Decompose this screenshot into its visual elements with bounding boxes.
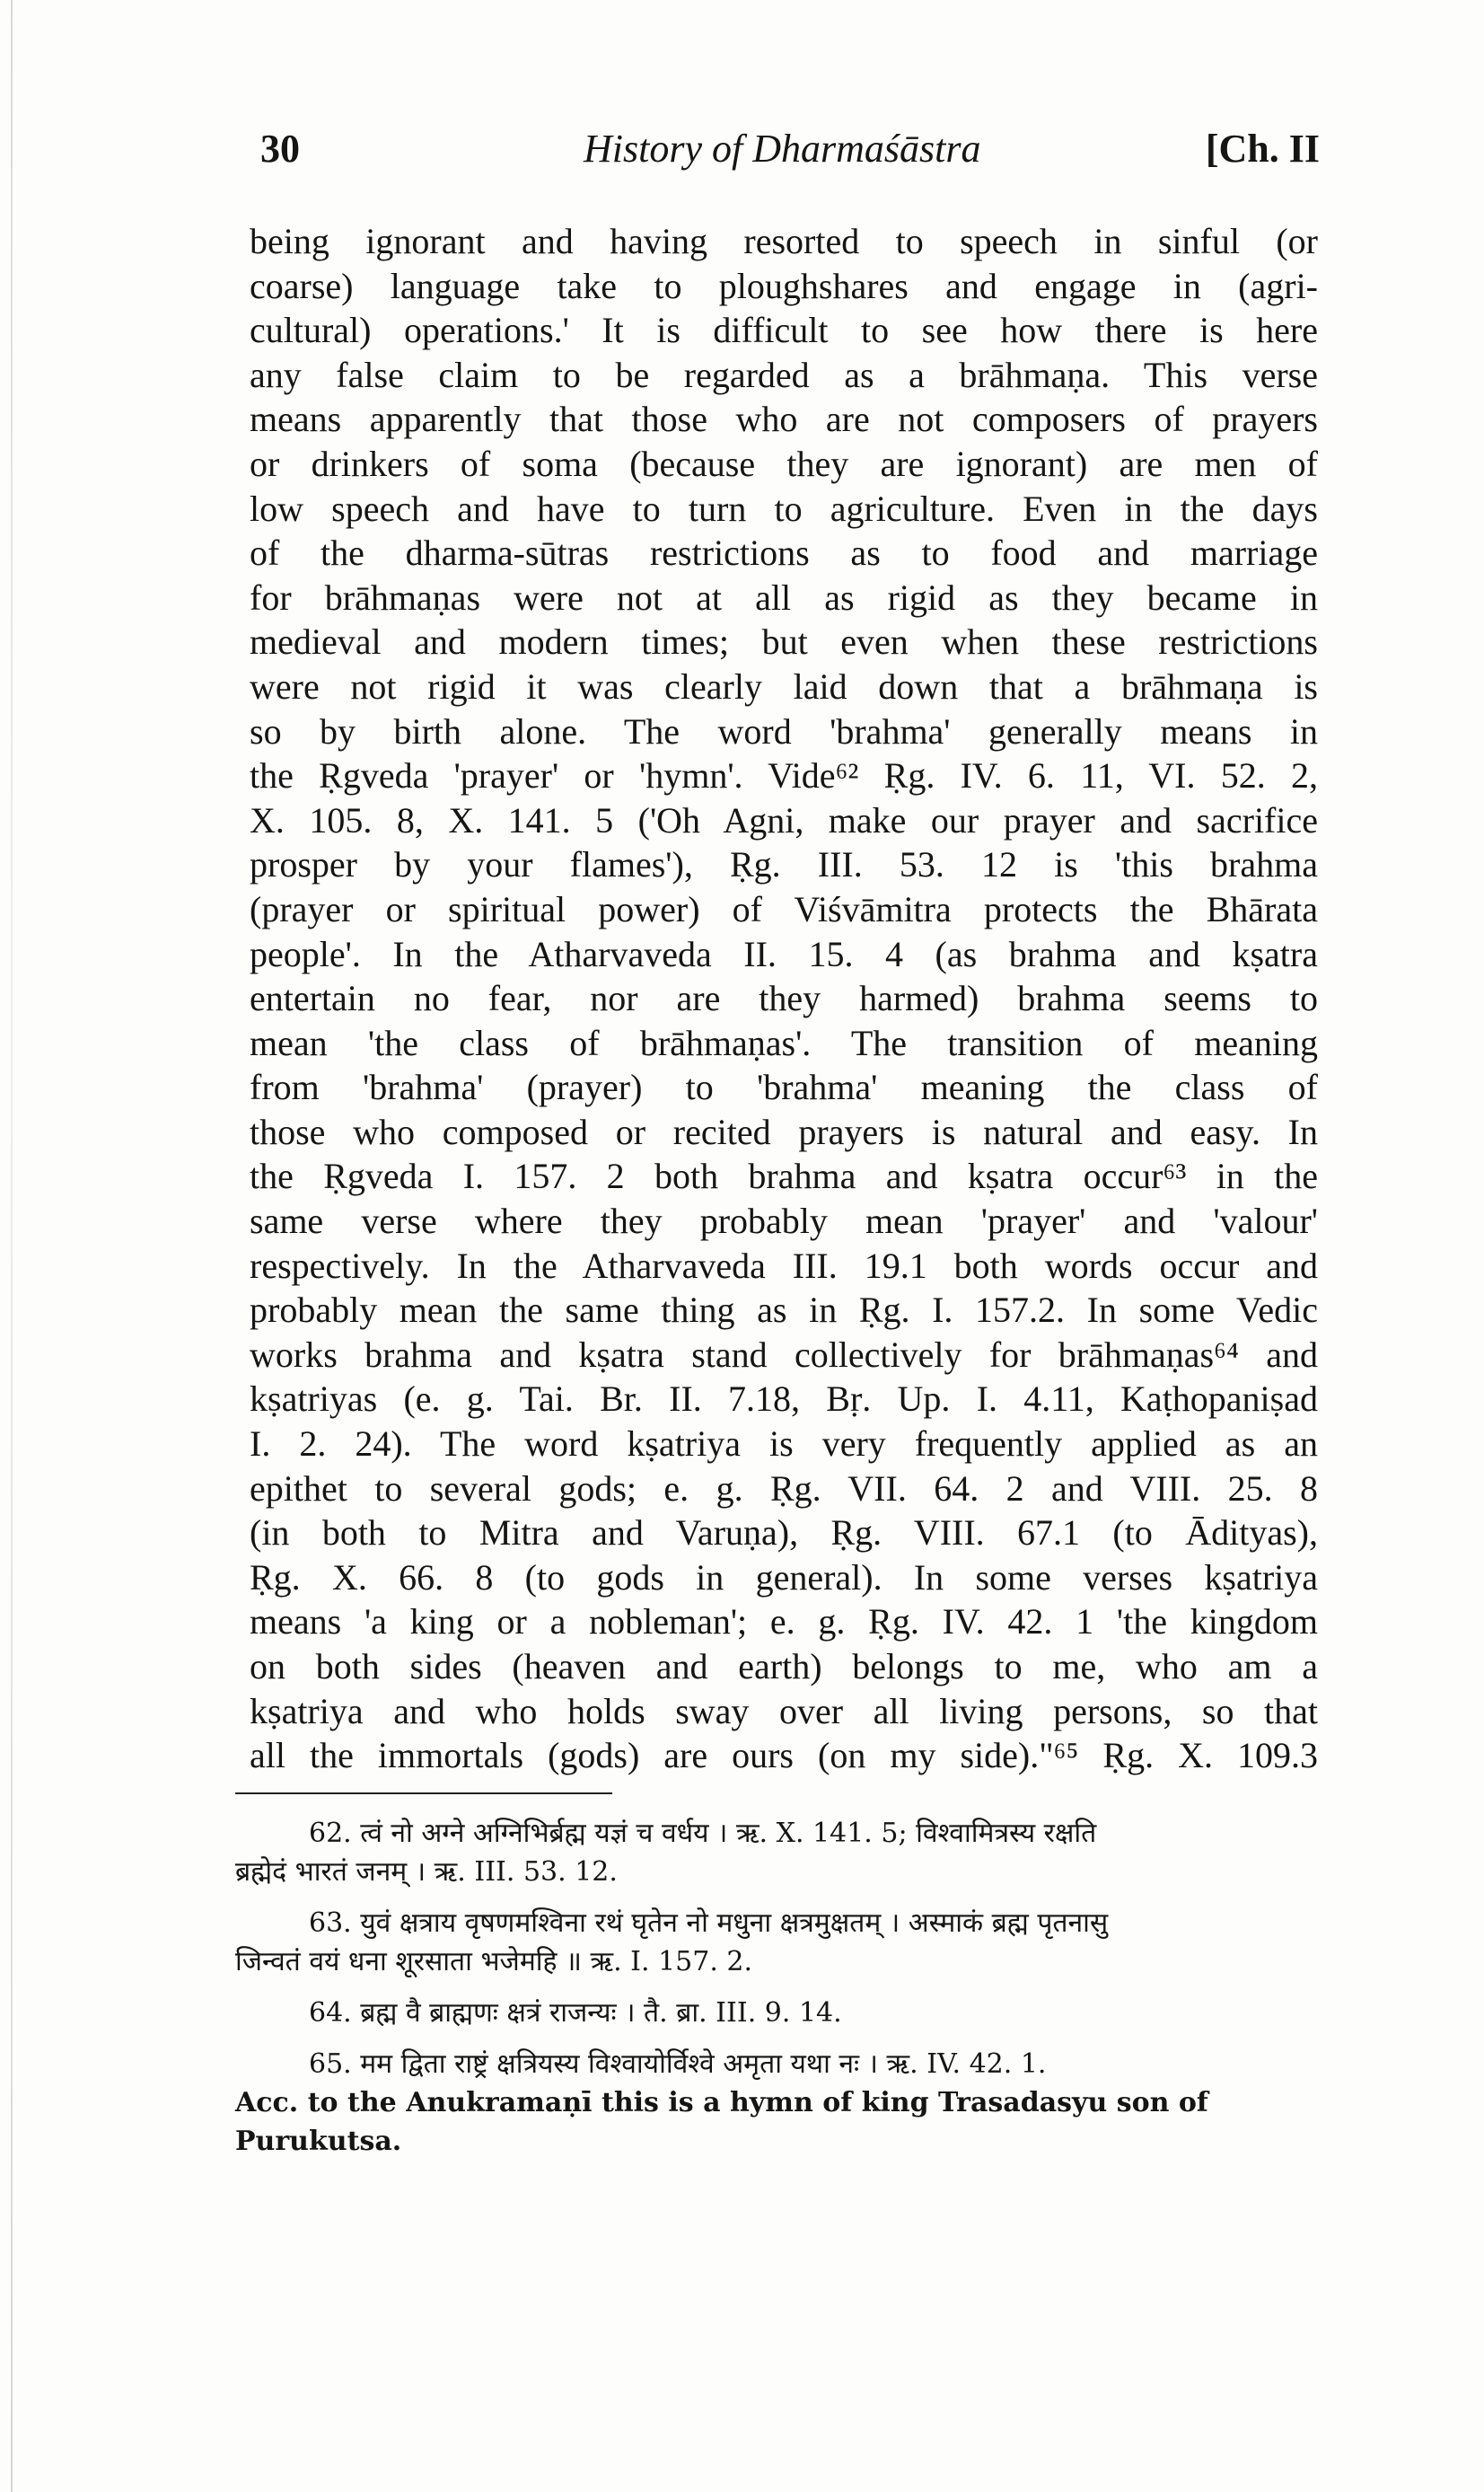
footnote-line: 65. मम द्विता राष्ट्रं क्षत्रियस्य विश्वायोर्विश्वे अमृता यथा नः । ऋ. IV. 42. 1.: [309, 2048, 1047, 2080]
body-line: (prayer or spiritual power) of Viśvāmitra protects the Bhārata: [250, 888, 1318, 929]
body-line: coarse) language take to ploughshares and engage in (agri-: [250, 265, 1318, 306]
running-title: History of Dharmaśāstra: [584, 127, 981, 171]
body-line: means apparently that those who are not composers of prayers: [250, 399, 1318, 440]
body-line: Ṛg. X. 66. 8 (to gods in general). In some verses kṣatriya: [250, 1556, 1318, 1598]
body-line: means 'a king or a nobleman'; e. g. Ṛg. IV. 42. 1 'the kingdom: [250, 1601, 1318, 1642]
body-line: kṣatriya and who holds sway over all living persons, so that: [250, 1690, 1318, 1731]
footnote-line: 64. ब्रह्म वै ब्राह्मणः क्षत्रं राजन्यः । तै. ब्रा. III. 9. 14.: [309, 1997, 842, 2029]
body-line: of the dharma-sūtras restrictions as to food and marriage: [250, 533, 1318, 574]
body-line: I. 2. 24). The word kṣatriya is very frequently applied as an: [250, 1423, 1318, 1465]
footnote-line: 63. युवं क्षत्राय वृषणमश्विना रथं घृतेन नो मधुना क्षत्रमुक्षतम् । अस्माकं ब्रह्म पृतनासु: [309, 1907, 1109, 1939]
footnote-line: जिन्वतं वयं धना शूरसाता भजेमहि ॥ ऋ. I. 157. 2.: [235, 1946, 753, 1977]
body-line: or drinkers of soma (because they are ignorant) are men of: [250, 443, 1318, 484]
footnote-fn62: [235, 1814, 1318, 1891]
footnote-fn63: [235, 1904, 1318, 1981]
footnote-line: Acc. to the Anukramaṇī this is a hymn of king Trasadasyu son of: [235, 2087, 1208, 2118]
body-line: respectively. In the Atharvaveda III. 19.1 both words occur and: [250, 1245, 1318, 1286]
body-line: X. 105. 8, X. 141. 5 ('Oh Agni, make our prayer and sacrifice: [250, 799, 1318, 841]
body-line: people'. In the Atharvaveda II. 15. 4 (as brahma and kṣatra: [250, 933, 1318, 974]
body-line: low speech and have to turn to agriculture. Even in the days: [250, 488, 1318, 529]
footnote-fn65: [235, 2045, 1318, 2161]
body-line: the Ṛgveda I. 157. 2 both brahma and kṣatra occur⁶³ in the: [250, 1156, 1318, 1197]
chapter-reference: [Ch. II: [1205, 127, 1320, 171]
footnotes: [235, 1814, 1318, 2173]
body-line: mean 'the class of brāhmaṇas'. The transition of meaning: [250, 1022, 1318, 1063]
page-edge-shadow: [11, 0, 13, 2492]
body-line: prosper by your flames'), Ṛg. III. 53. 12 is 'this brahma: [250, 844, 1318, 885]
body-line: works brahma and kṣatra stand collectively for brāhmaṇas⁶⁴ and: [250, 1334, 1318, 1375]
page-number: 30: [260, 127, 300, 171]
body-line: medieval and modern times; but even when these restrictions: [250, 621, 1318, 663]
body-line: probably mean the same thing as in Ṛg. I. 157.2. In some Vedic: [250, 1290, 1318, 1331]
body-line: any false claim to be regarded as a brāhmaṇa. This verse: [250, 354, 1318, 395]
body-line: being ignorant and having resorted to speech in sinful (or: [250, 221, 1318, 261]
body-line: (in both to Mitra and Varuṇa), Ṛg. VIII. 67.1 (to Ādityas),: [250, 1512, 1318, 1554]
footnote-line: ब्रह्मेदं भारतं जनम् । ऋ. III. 53. 12.: [235, 1856, 618, 1888]
body-line: from 'brahma' (prayer) to 'brahma' meaning the class of: [250, 1067, 1318, 1108]
body-line: for brāhmaṇas were not at all as rigid as they became in: [250, 577, 1318, 618]
body-line: epithet to several gods; e. g. Ṛg. VII. 64. 2 and VIII. 25. 8: [250, 1467, 1318, 1509]
footnote-line: 62. त्वं नो अग्ने अग्निभिर्ब्रह्म यज्ञं च वर्धय । ऋ. X. 141. 5; विश्वामित्रस्य रक्षति: [309, 1818, 1097, 1849]
body-line: kṣatriyas (e. g. Tai. Br. II. 7.18, Bṛ. Up. I. 4.11, Kaṭhopaniṣad: [250, 1378, 1318, 1420]
body-line: all the immortals (gods) are ours (on my side)."⁶⁵ Ṛg. X. 109.3: [250, 1735, 1318, 1776]
body-line: entertain no fear, nor are they harmed) brahma seems to: [250, 978, 1318, 1019]
body-line: so by birth alone. The word 'brahma' generally means in: [250, 710, 1318, 752]
body-line: were not rigid it was clearly laid down that a brāhmaṇa is: [250, 665, 1318, 707]
body-line: same verse where they probably mean 'prayer' and 'valour': [250, 1201, 1318, 1242]
footnote-rule: [235, 1792, 612, 1794]
running-head: [260, 126, 1320, 180]
body-line: the Ṛgveda 'prayer' or 'hymn'. Vide⁶² Ṛg. IV. 6. 11, VI. 52. 2,: [250, 755, 1318, 797]
body-line: cultural) operations.' It is difficult to see how there is here: [250, 310, 1318, 351]
body-line: those who composed or recited prayers is natural and easy. In: [250, 1111, 1318, 1152]
body-text: [250, 219, 1318, 1778]
body-line: on both sides (heaven and earth) belongs to me, who am a: [250, 1646, 1318, 1686]
footnote-fn64: [235, 1994, 1318, 2032]
footnote-line: Purukutsa.: [235, 2126, 402, 2157]
